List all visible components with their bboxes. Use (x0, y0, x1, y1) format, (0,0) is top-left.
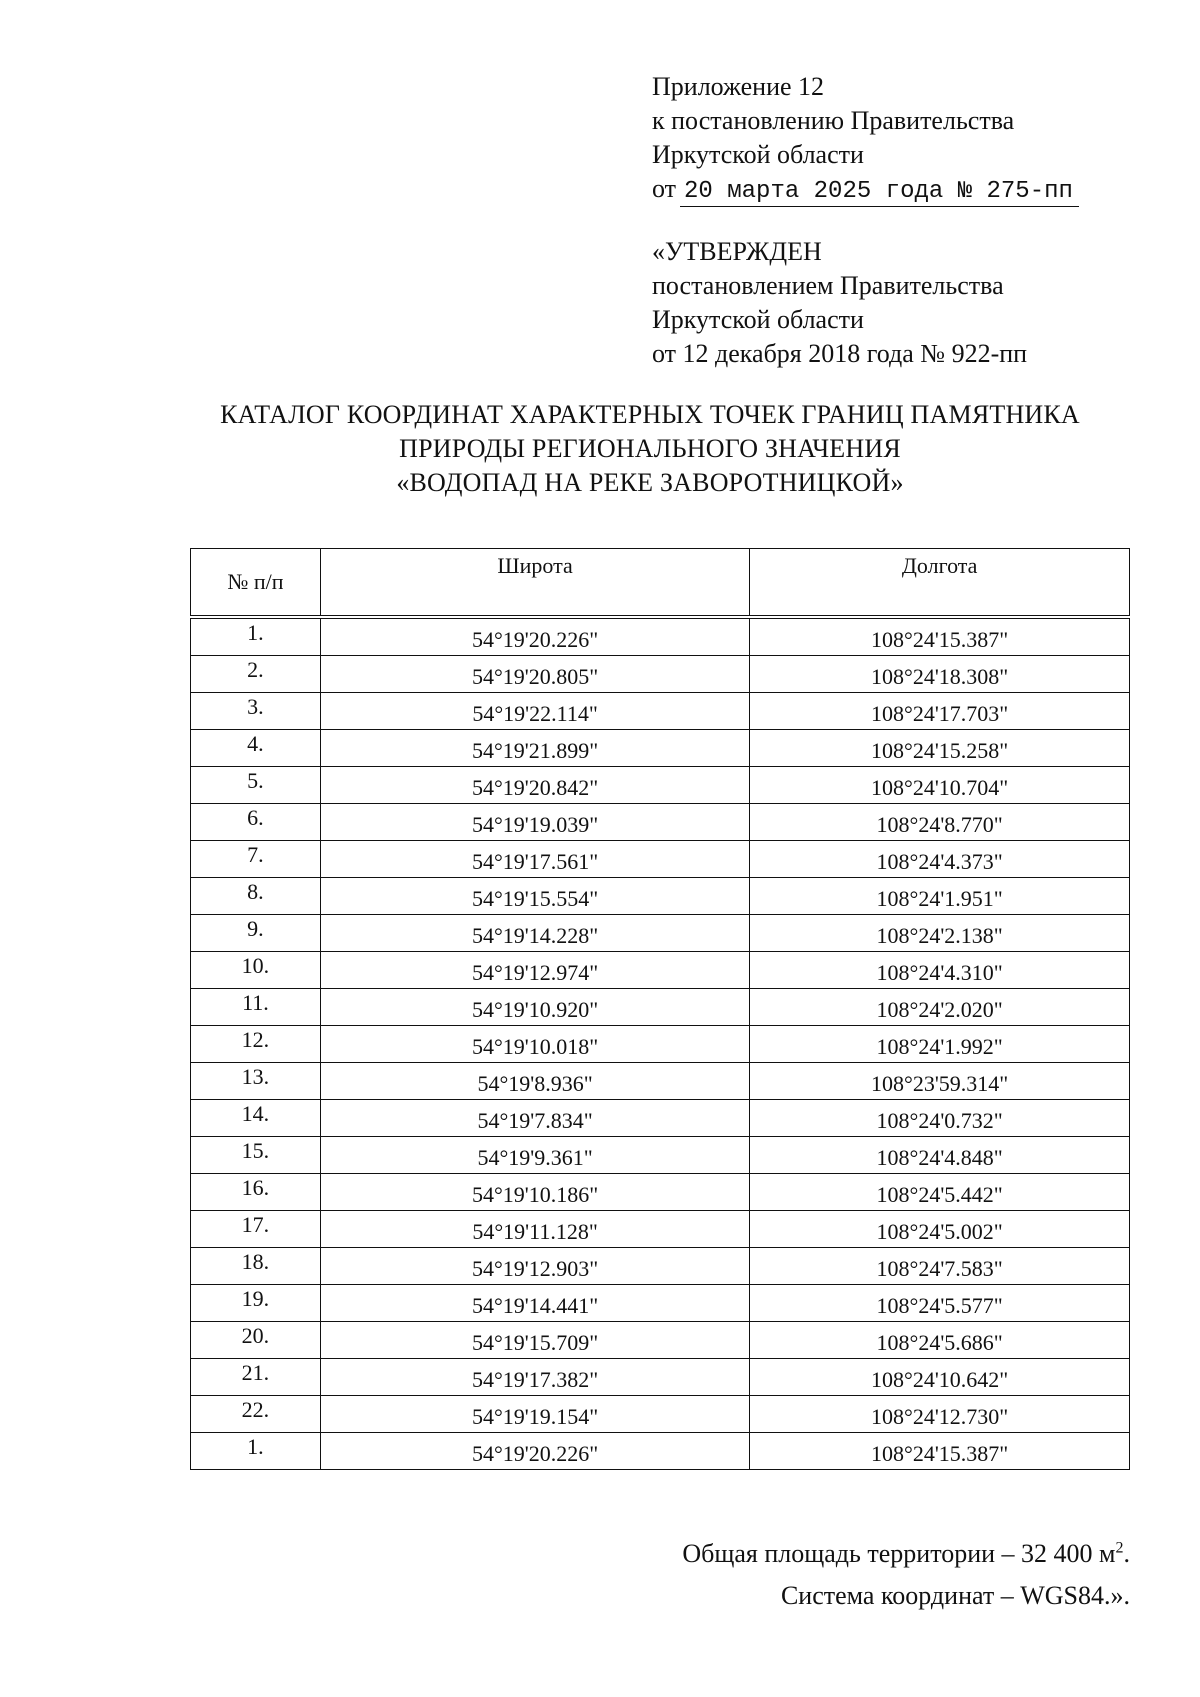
row-number: 22. (191, 1396, 321, 1433)
row-longitude: 108°24'1.951" (750, 878, 1130, 915)
row-number: 21. (191, 1359, 321, 1396)
row-number: 1. (191, 1433, 321, 1470)
row-number: 3. (191, 693, 321, 730)
table-row (191, 1396, 1130, 1433)
appendix-to-decree: к постановлению Правительства (652, 106, 1015, 135)
row-longitude: 108°24'5.442" (750, 1174, 1130, 1211)
row-number: 12. (191, 1026, 321, 1063)
table-row (191, 1063, 1130, 1100)
row-latitude: 54°19'12.974" (320, 952, 750, 989)
appendix-region: Иркутской области (652, 140, 864, 169)
row-longitude: 108°24'5.686" (750, 1322, 1130, 1359)
row-latitude: 54°19'20.226" (320, 617, 750, 656)
table-row (191, 1174, 1130, 1211)
table-row (191, 1100, 1130, 1137)
row-latitude: 54°19'20.842" (320, 767, 750, 804)
table-row (191, 1137, 1130, 1174)
row-number: 9. (191, 915, 321, 952)
row-number: 7. (191, 841, 321, 878)
row-longitude: 108°24'0.732" (750, 1100, 1130, 1137)
total-area-text: Общая площадь территории – 32 400 м (682, 1539, 1116, 1568)
row-number: 6. (191, 804, 321, 841)
header-latitude: Широта (320, 549, 750, 618)
table-row (191, 878, 1130, 915)
row-longitude: 108°24'15.387" (750, 617, 1130, 656)
decree-date-filled: 20 марта 2025 года № 275-пп (680, 178, 1079, 207)
row-latitude: 54°19'17.561" (320, 841, 750, 878)
approved-region: Иркутской области (652, 305, 864, 334)
table-row (191, 1285, 1130, 1322)
row-number: 10. (191, 952, 321, 989)
total-area (430, 1533, 1130, 1575)
total-area-end: . (1123, 1539, 1130, 1568)
row-longitude: 108°24'15.258" (750, 730, 1130, 767)
table-row (191, 767, 1130, 804)
row-latitude: 54°19'19.154" (320, 1396, 750, 1433)
row-number: 5. (191, 767, 321, 804)
header-number: № п/п (191, 549, 321, 618)
row-number: 18. (191, 1248, 321, 1285)
table-row (191, 1248, 1130, 1285)
coordinates-table (190, 548, 1130, 1470)
row-number: 15. (191, 1137, 321, 1174)
footer-notes (430, 1533, 1130, 1617)
row-latitude: 54°19'10.920" (320, 989, 750, 1026)
row-latitude: 54°19'21.899" (320, 730, 750, 767)
row-longitude: 108°24'1.992" (750, 1026, 1130, 1063)
row-number: 8. (191, 878, 321, 915)
row-latitude: 54°19'15.709" (320, 1322, 750, 1359)
table-row (191, 1359, 1130, 1396)
row-longitude: 108°24'4.373" (750, 841, 1130, 878)
row-number: 11. (191, 989, 321, 1026)
header-longitude: Долгота (750, 549, 1130, 618)
row-longitude: 108°24'7.583" (750, 1248, 1130, 1285)
title-line-3: «ВОДОПАД НА РЕКЕ ЗАВОРОТНИЦКОЙ» (396, 468, 904, 497)
appendix-number: Приложение 12 (652, 72, 825, 101)
row-latitude: 54°19'22.114" (320, 693, 750, 730)
row-latitude: 54°19'20.226" (320, 1433, 750, 1470)
row-longitude: 108°24'8.770" (750, 804, 1130, 841)
coordinate-system: Система координат – WGS84.». (780, 1581, 1130, 1610)
table-row (191, 693, 1130, 730)
row-latitude: 54°19'15.554" (320, 878, 750, 915)
row-latitude: 54°19'19.039" (320, 804, 750, 841)
table-row (191, 1211, 1130, 1248)
approved-stamp-block (652, 235, 1152, 371)
title-line-1: КАТАЛОГ КООРДИНАТ ХАРАКТЕРНЫХ ТОЧЕК ГРАНИЦ ПАМЯТНИКА (220, 400, 1080, 429)
table-row (191, 915, 1130, 952)
row-longitude: 108°24'18.308" (750, 656, 1130, 693)
approved-date: от 12 декабря 2018 года № 922-пп (652, 339, 1028, 368)
table-row (191, 952, 1130, 989)
row-latitude: 54°19'20.805" (320, 656, 750, 693)
row-number: 4. (191, 730, 321, 767)
table-row (191, 730, 1130, 767)
row-latitude: 54°19'10.018" (320, 1026, 750, 1063)
row-number: 2. (191, 656, 321, 693)
table-header-row (191, 549, 1130, 618)
row-longitude: 108°24'10.642" (750, 1359, 1130, 1396)
row-number: 1. (191, 617, 321, 656)
row-longitude: 108°24'4.848" (750, 1137, 1130, 1174)
area-unit-superscript: 2 (1115, 1539, 1124, 1557)
row-number: 17. (191, 1211, 321, 1248)
table-row (191, 841, 1130, 878)
row-longitude: 108°24'17.703" (750, 693, 1130, 730)
table-row (191, 989, 1130, 1026)
row-latitude: 54°19'7.834" (320, 1100, 750, 1137)
row-number: 19. (191, 1285, 321, 1322)
row-latitude: 54°19'12.903" (320, 1248, 750, 1285)
document-title (120, 398, 1180, 500)
row-longitude: 108°24'2.020" (750, 989, 1130, 1026)
approved-by-decree: постановлением Правительства (652, 271, 1004, 300)
row-longitude: 108°24'12.730" (750, 1396, 1130, 1433)
row-longitude: 108°24'10.704" (750, 767, 1130, 804)
approved-stamp: «УТВЕРЖДЕН (652, 237, 822, 266)
row-longitude: 108°24'4.310" (750, 952, 1130, 989)
row-longitude: 108°24'2.138" (750, 915, 1130, 952)
row-latitude: 54°19'17.382" (320, 1359, 750, 1396)
decree-date-prefix: от (652, 174, 677, 203)
row-longitude: 108°24'5.002" (750, 1211, 1130, 1248)
row-longitude: 108°24'15.387" (750, 1433, 1130, 1470)
table-row (191, 1322, 1130, 1359)
row-longitude: 108°24'5.577" (750, 1285, 1130, 1322)
row-latitude: 54°19'9.361" (320, 1137, 750, 1174)
title-line-2: ПРИРОДЫ РЕГИОНАЛЬНОГО ЗНАЧЕНИЯ (399, 434, 901, 463)
appendix-decree-line (652, 172, 1132, 207)
appendix-header (652, 70, 1132, 207)
table-row (191, 1026, 1130, 1063)
row-number: 13. (191, 1063, 321, 1100)
table-row (191, 1433, 1130, 1470)
row-number: 20. (191, 1322, 321, 1359)
row-latitude: 54°19'10.186" (320, 1174, 750, 1211)
table-row (191, 804, 1130, 841)
row-longitude: 108°23'59.314" (750, 1063, 1130, 1100)
row-latitude: 54°19'14.228" (320, 915, 750, 952)
row-latitude: 54°19'8.936" (320, 1063, 750, 1100)
row-number: 14. (191, 1100, 321, 1137)
row-latitude: 54°19'11.128" (320, 1211, 750, 1248)
row-latitude: 54°19'14.441" (320, 1285, 750, 1322)
table-row (191, 656, 1130, 693)
table-row (191, 617, 1130, 656)
row-number: 16. (191, 1174, 321, 1211)
